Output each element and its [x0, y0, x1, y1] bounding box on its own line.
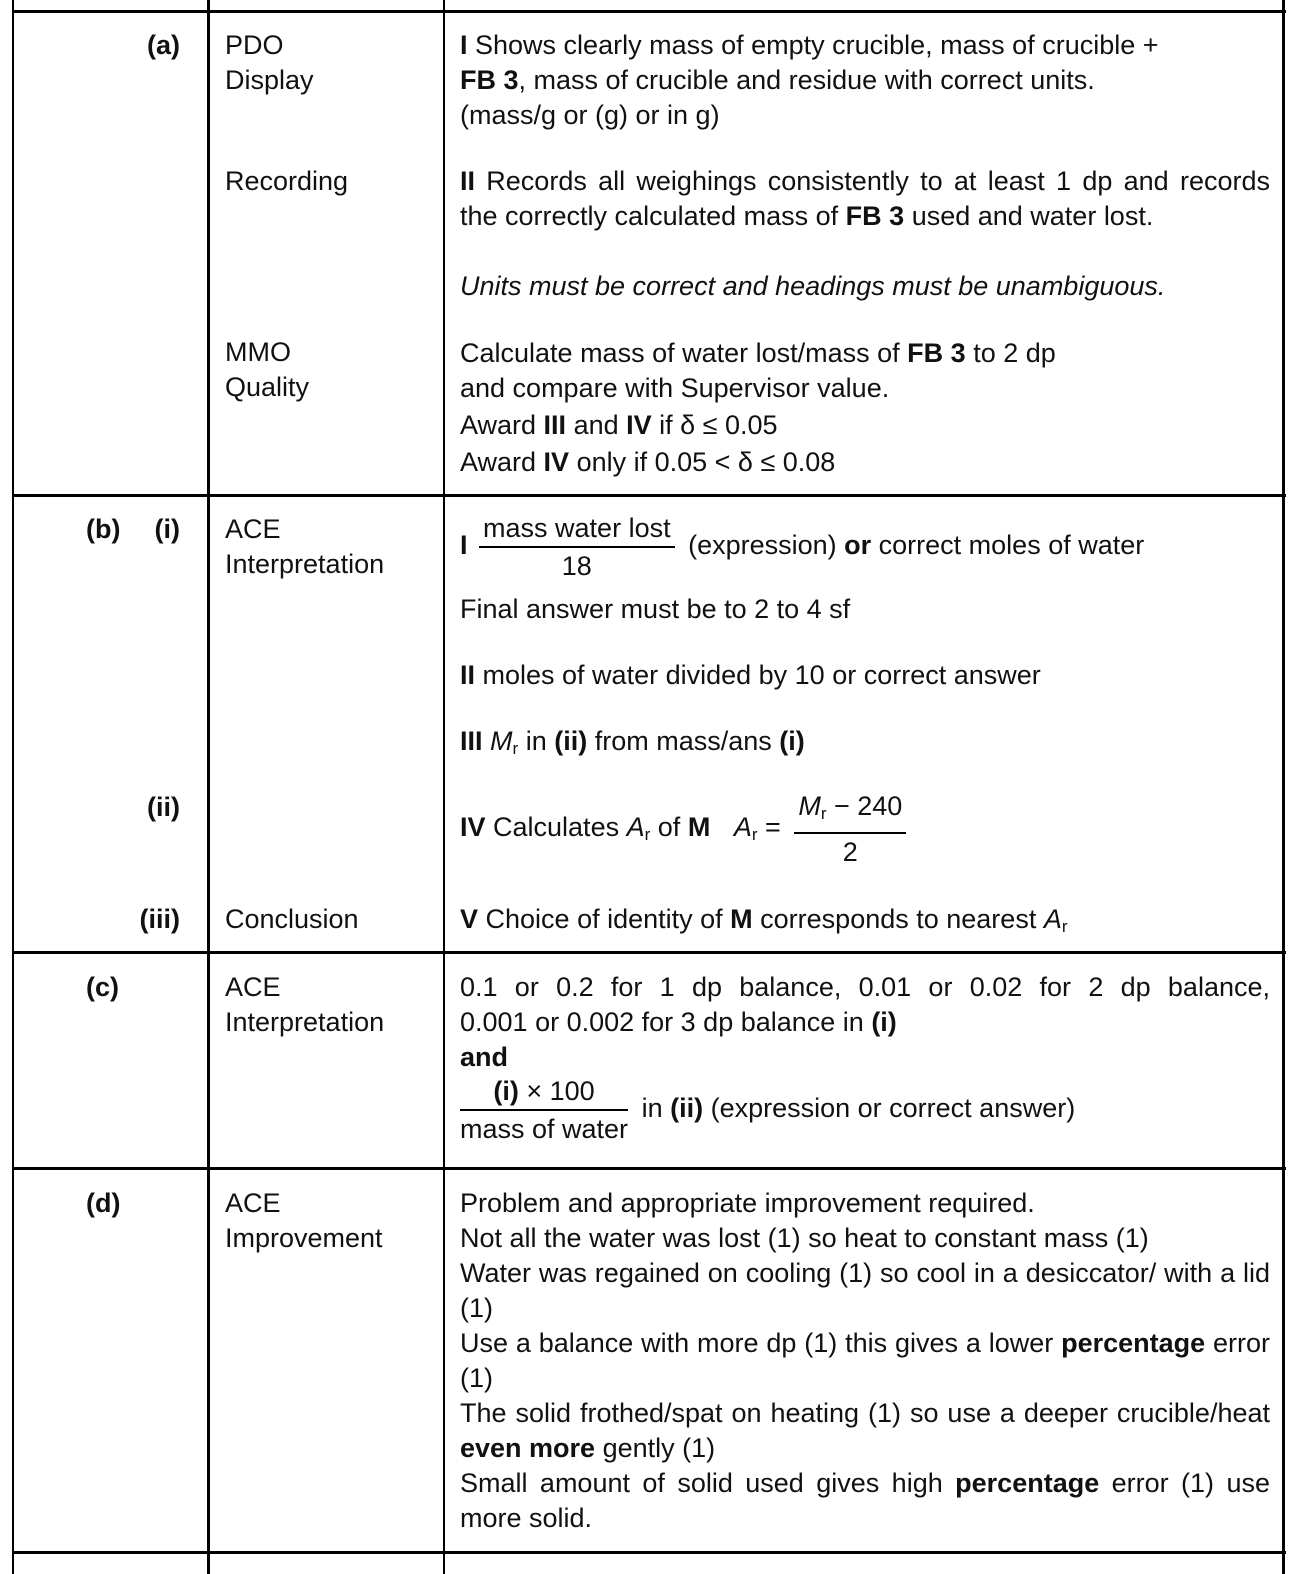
fraction-numerator — [460, 1075, 628, 1111]
text-span: and — [566, 410, 627, 440]
text-span: (ii) — [554, 726, 588, 756]
skill-mmo: MMO — [225, 337, 291, 367]
quality-line3 — [460, 408, 1270, 443]
mark-III: III — [543, 410, 567, 440]
row-divider-c-d — [12, 1167, 1286, 1170]
question-label-a — [20, 28, 180, 63]
question-a: (a) — [147, 30, 180, 60]
text-span: = — [757, 812, 781, 843]
table-right-border — [1282, 0, 1285, 1574]
question-b-ii: (ii) — [147, 792, 180, 822]
text-span: A — [1043, 904, 1062, 934]
improvement-line5 — [460, 1396, 1270, 1466]
text-span: moles of water divided by 10 or correct answer — [475, 660, 1041, 690]
table-column-divider-1 — [207, 0, 210, 1574]
question-b-i: (i) — [154, 514, 180, 544]
skill-cell-d — [225, 1186, 435, 1256]
text-span: 0.001 or 0.002 for 3 dp balance in — [460, 1007, 872, 1037]
guidance-c — [460, 970, 1270, 1145]
skill-quality: Quality — [225, 372, 310, 402]
skill-pdo: PDO — [225, 30, 284, 60]
text-span: − 240 — [826, 791, 903, 821]
guidance-b-V — [460, 902, 1270, 944]
text-span: gently (1) — [595, 1433, 716, 1463]
guidance-c-line1: 0.1 or 0.2 for 1 dp balance, 0.01 or 0.02 for 2 dp balance, — [460, 972, 1270, 1002]
question-label-b-i — [20, 512, 180, 547]
guidance-b-final: Final answer must be to 2 to 4 sf — [460, 594, 851, 624]
text-span: , mass of crucible and residue with correct units. — [518, 65, 1095, 95]
text-span: (i) — [493, 1076, 519, 1106]
mark-IV: IV — [626, 410, 652, 440]
skill-interpretation: Interpretation — [225, 1007, 385, 1037]
text-span: r — [512, 739, 519, 758]
guidance-c-fraction-line — [460, 1075, 1270, 1145]
moles-water-fraction — [479, 512, 675, 582]
text-span: A — [733, 812, 752, 843]
mark-IV: IV — [460, 812, 486, 843]
skill-recording: Recording — [225, 166, 349, 196]
guidance-a-display — [460, 28, 1270, 133]
improvement-line6 — [460, 1466, 1270, 1536]
quality-line1 — [460, 336, 1270, 371]
guidance-b-III — [460, 724, 1270, 766]
fb3-label: FB 3 — [460, 65, 519, 95]
row-divider-bottom — [12, 1551, 1286, 1554]
improvement-line4 — [460, 1326, 1270, 1396]
text-span: (i) — [779, 726, 805, 756]
mark-I: I — [460, 530, 468, 561]
text-span: M — [687, 812, 711, 843]
text-span: in — [634, 1093, 671, 1124]
guidance-a-line3: (mass/g or (g) or in g) — [460, 100, 720, 130]
table-column-divider-2 — [443, 0, 445, 1574]
text-span: (ii) — [670, 1093, 704, 1124]
skill-interpretation: Interpretation — [225, 549, 385, 579]
improvement-line2: Not all the water was lost (1) so heat to constant mass (1) — [460, 1223, 1149, 1253]
text-span: correct moles of water — [871, 530, 1145, 561]
skill-display: Display — [225, 65, 314, 95]
text-span: Award — [460, 447, 544, 477]
guidance-a-recording — [460, 164, 1270, 234]
guidance-b-IV — [460, 790, 1270, 868]
guidance-c-line2 — [460, 1005, 1270, 1040]
improvement-line1: Problem and appropriate improvement required. — [460, 1188, 1035, 1218]
table-left-border — [12, 0, 14, 1574]
text-span: A — [626, 812, 645, 843]
question-b-iii: (iii) — [139, 904, 180, 934]
fb3-label: FB 3 — [907, 338, 966, 368]
fraction-denominator: mass of water — [460, 1114, 629, 1144]
mark-IV: IV — [543, 447, 570, 477]
fraction-denominator: 2 — [842, 837, 858, 867]
text-span: Records all weighings consistently to at least 1 dp and records the correctly calculated mass of — [460, 166, 1270, 231]
text-span: M — [490, 726, 513, 756]
question-c: (c) — [86, 972, 119, 1002]
text-span: to 2 dp — [965, 338, 1056, 368]
text-span: error (1) — [460, 1328, 1270, 1393]
guidance-a-line2 — [460, 63, 1270, 98]
text-span: M — [798, 791, 821, 821]
text-span: from mass/ans — [587, 726, 780, 756]
text-span: even more — [460, 1433, 596, 1463]
text-span: percentage — [955, 1468, 1100, 1498]
text-span: error (1) use more solid. — [460, 1468, 1270, 1533]
row-divider-a-b — [12, 494, 1286, 497]
mark-II: II — [460, 660, 476, 690]
text-span: percentage — [1061, 1328, 1206, 1358]
row-divider-b-c — [12, 951, 1286, 954]
text-span: Calculates — [485, 812, 627, 843]
question-label-b-iii — [20, 902, 180, 937]
question-label-d — [86, 1186, 186, 1221]
guidance-a-quality — [460, 336, 1270, 480]
text-span: The solid frothed/spat on heating (1) so use a deeper crucible/heat — [460, 1398, 1270, 1428]
guidance-a-units-note: Units must be correct and headings must be unambiguous. — [460, 271, 1166, 301]
guidance-b-II — [460, 658, 1270, 693]
question-label-b-ii — [20, 790, 180, 825]
text-span: if δ ≤ 0.05 — [651, 410, 778, 440]
text-span: r — [751, 825, 758, 845]
text-span: Award — [460, 410, 544, 440]
quality-line2: and compare with Supervisor value. — [460, 373, 890, 403]
guidance-a-line1 — [460, 28, 1270, 63]
atomic-mass-fraction — [794, 790, 906, 868]
text-span: (expression) — [680, 530, 845, 561]
percentage-error-fraction — [460, 1075, 628, 1145]
text-span: Choice of identity of — [478, 904, 731, 934]
skill-cell-c — [225, 970, 435, 1040]
guidance-d — [460, 1186, 1270, 1536]
text-span: only if 0.05 < δ ≤ 0.08 — [569, 447, 836, 477]
mark-II: II — [460, 166, 476, 196]
question-label-c — [86, 970, 186, 1005]
text-span: (i) — [871, 1007, 897, 1037]
mark-V: V — [460, 904, 479, 934]
text-span: in — [518, 726, 555, 756]
fraction-numerator — [794, 790, 906, 834]
skill-ace: ACE — [225, 972, 281, 1002]
fb3-label: FB 3 — [845, 201, 905, 231]
text-span: r — [1061, 917, 1068, 936]
skill-ace: ACE — [225, 514, 281, 544]
fraction-numerator: mass water lost — [479, 512, 675, 548]
text-span: M — [730, 904, 753, 934]
fraction-denominator: 18 — [561, 551, 592, 581]
text-span: of — [650, 812, 688, 843]
text-span: Use a balance with more dp (1) this gives a lower — [460, 1328, 1062, 1358]
or-keyword: or — [844, 530, 872, 561]
skill-cell-b — [225, 512, 435, 582]
text-span: Shows clearly mass of empty crucible, mass of crucible + — [467, 30, 1159, 60]
mark-III: III — [460, 726, 483, 756]
question-d: (d) — [86, 1188, 121, 1218]
and-keyword: and — [460, 1042, 509, 1072]
mark-I: I — [460, 30, 468, 60]
text-span: (expression or correct answer) — [703, 1093, 1076, 1124]
text-span: r — [820, 804, 827, 823]
skill-ace: ACE — [225, 1188, 281, 1218]
skill-improvement: Improvement — [225, 1223, 383, 1253]
text-span: Small amount of solid used gives high — [460, 1468, 956, 1498]
text-span: used and water lost. — [904, 201, 1154, 231]
row-divider-top — [12, 10, 1286, 13]
text-span: Calculate mass of water lost/mass of — [460, 338, 908, 368]
skill-conclusion: Conclusion — [225, 904, 359, 934]
improvement-line3: Water was regained on cooling (1) so cool in a desiccator/ with a lid (1) — [460, 1258, 1270, 1323]
text-span: corresponds to nearest — [752, 904, 1044, 934]
skill-cell-a — [225, 28, 435, 405]
quality-line4 — [460, 445, 1270, 480]
text-span: × 100 — [518, 1076, 595, 1106]
text-span: r — [644, 825, 651, 845]
question-b: (b) — [86, 514, 121, 544]
guidance-b-I — [460, 512, 1270, 582]
